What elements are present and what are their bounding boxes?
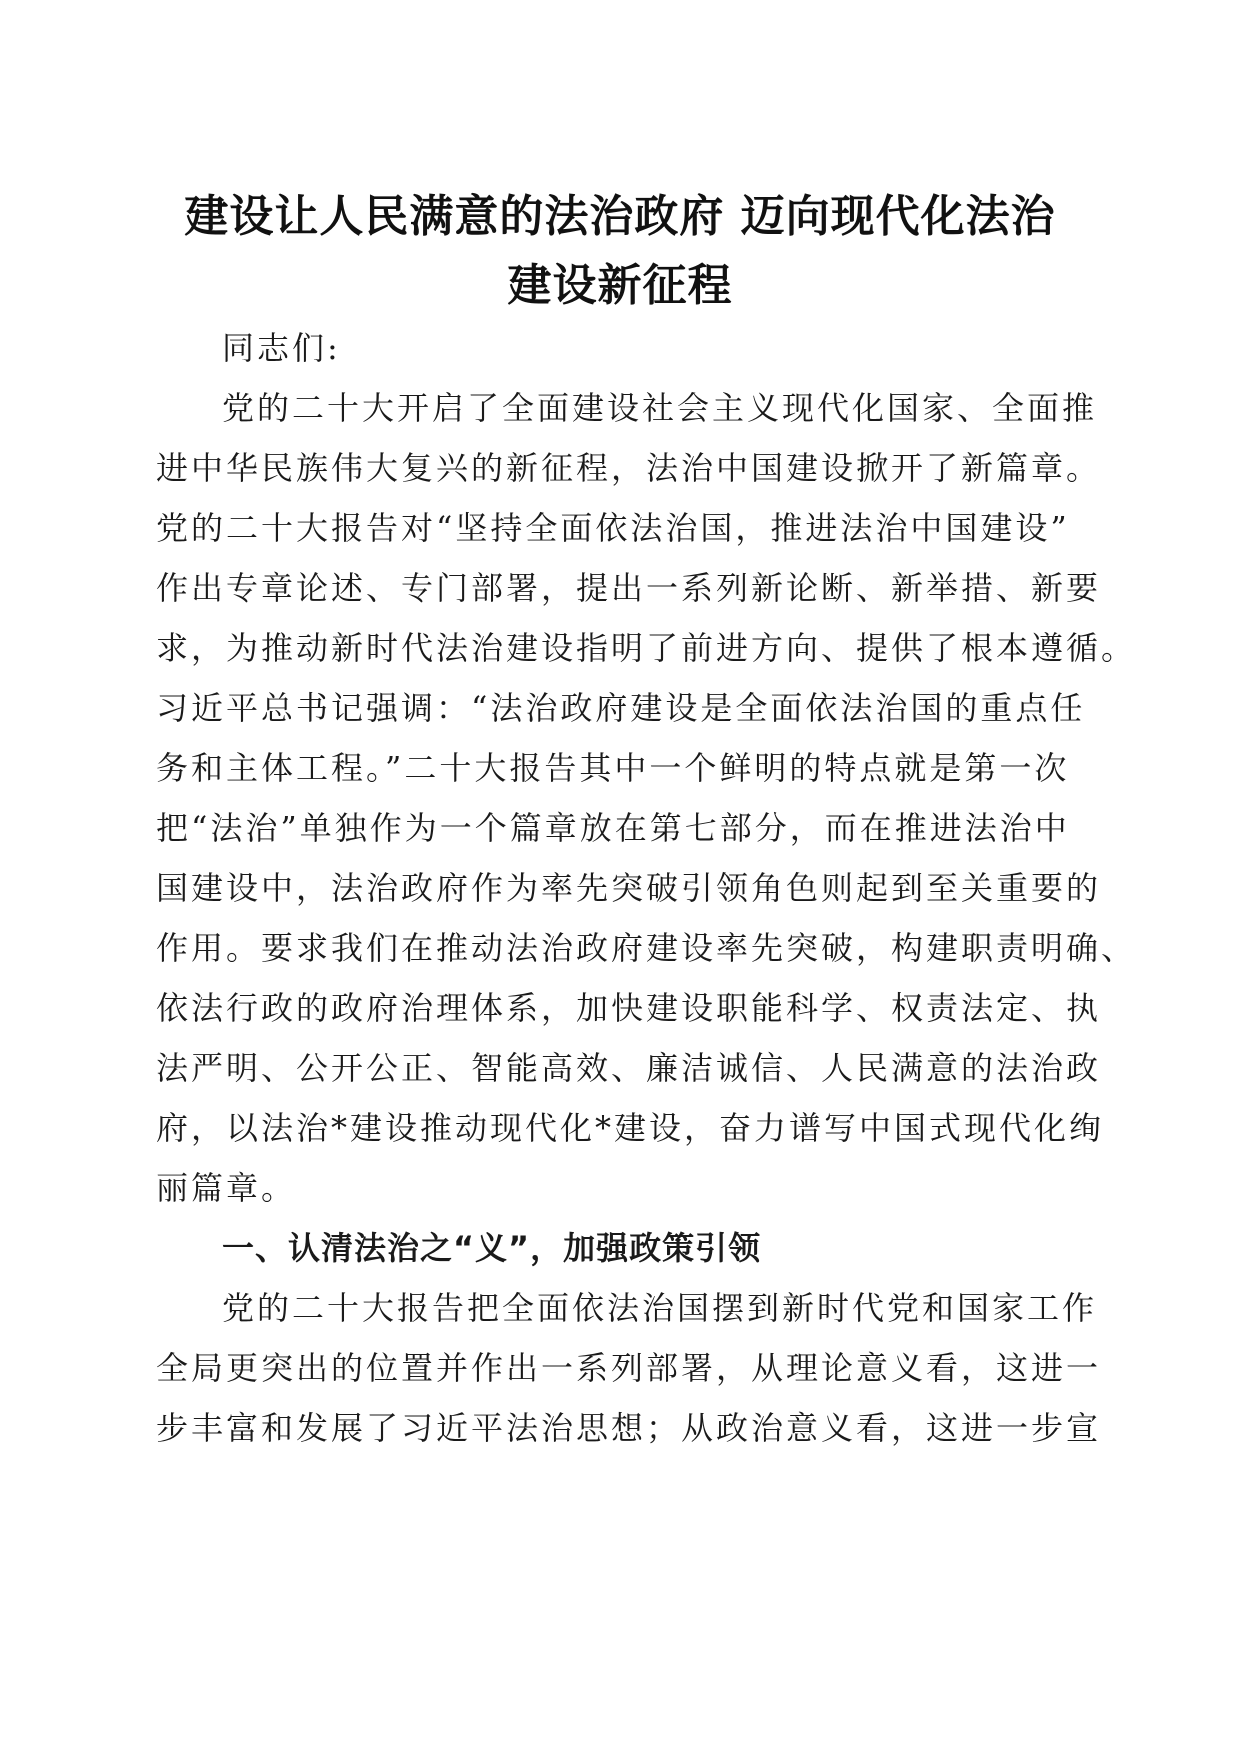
paragraph-line: 进中华民族伟大复兴的新征程，法治中国建设掀开了新篇章。 xyxy=(156,449,1102,487)
paragraph-line: 党的二十大报告对“坚持全面依法治国，推进法治中国建设” xyxy=(156,509,1070,547)
paragraph-line: 丽篇章。 xyxy=(156,1169,297,1207)
document-title-line-1: 建设让人民满意的法治政府 迈向现代化法治 xyxy=(184,191,1056,242)
paragraph-line: 全局更突出的位置并作出一系列部署，从理论意义看，这进一 xyxy=(156,1349,1102,1387)
section-heading-1: 一、认清法治之“义”，加强政策引领 xyxy=(222,1229,762,1267)
salutation: 同志们: xyxy=(222,329,341,367)
paragraph-line: 作用。要求我们在推动法治政府建设率先突破，构建职责明确、 xyxy=(156,929,1137,967)
paragraph-line: 府，以法治*建设推动现代化*建设，奋力谱写中国式现代化绚 xyxy=(156,1109,1105,1147)
paragraph-line: 依法行政的政府治理体系，加快建设职能科学、权责法定、执 xyxy=(156,989,1102,1027)
paragraph-line: 国建设中，法治政府作为率先突破引领角色则起到至关重要的 xyxy=(156,869,1102,907)
paragraph-line: 习近平总书记强调：“法治政府建设是全面依法治国的重点任 xyxy=(156,689,1086,727)
paragraph-line: 党的二十大报告把全面依法治国摆到新时代党和国家工作 xyxy=(222,1289,1098,1327)
paragraph-line: 务和主体工程。”二十大报告其中一个鲜明的特点就是第一次 xyxy=(156,749,1070,787)
paragraph-line: 求，为推动新时代法治建设指明了前进方向、提供了根本遵循。 xyxy=(156,629,1137,667)
document-title-line-2: 建设新征程 xyxy=(507,260,733,311)
paragraph-2 xyxy=(156,1278,1102,1458)
paragraph-line: 把“法治”单独作为一个篇章放在第七部分，而在推进法治中 xyxy=(156,809,1070,847)
paragraph-line: 步丰富和发展了习近平法治思想；从政治意义看，这进一步宣 xyxy=(156,1409,1102,1447)
document-body xyxy=(156,318,1137,1458)
paragraph-line: 党的二十大开启了全面建设社会主义现代化国家、全面推 xyxy=(222,389,1098,427)
paragraph-1 xyxy=(156,378,1137,1218)
paragraph-line: 作出专章论述、专门部署，提出一系列新论断、新举措、新要 xyxy=(156,569,1102,607)
paragraph-line: 法严明、公开公正、智能高效、廉洁诚信、人民满意的法治政 xyxy=(156,1049,1102,1087)
